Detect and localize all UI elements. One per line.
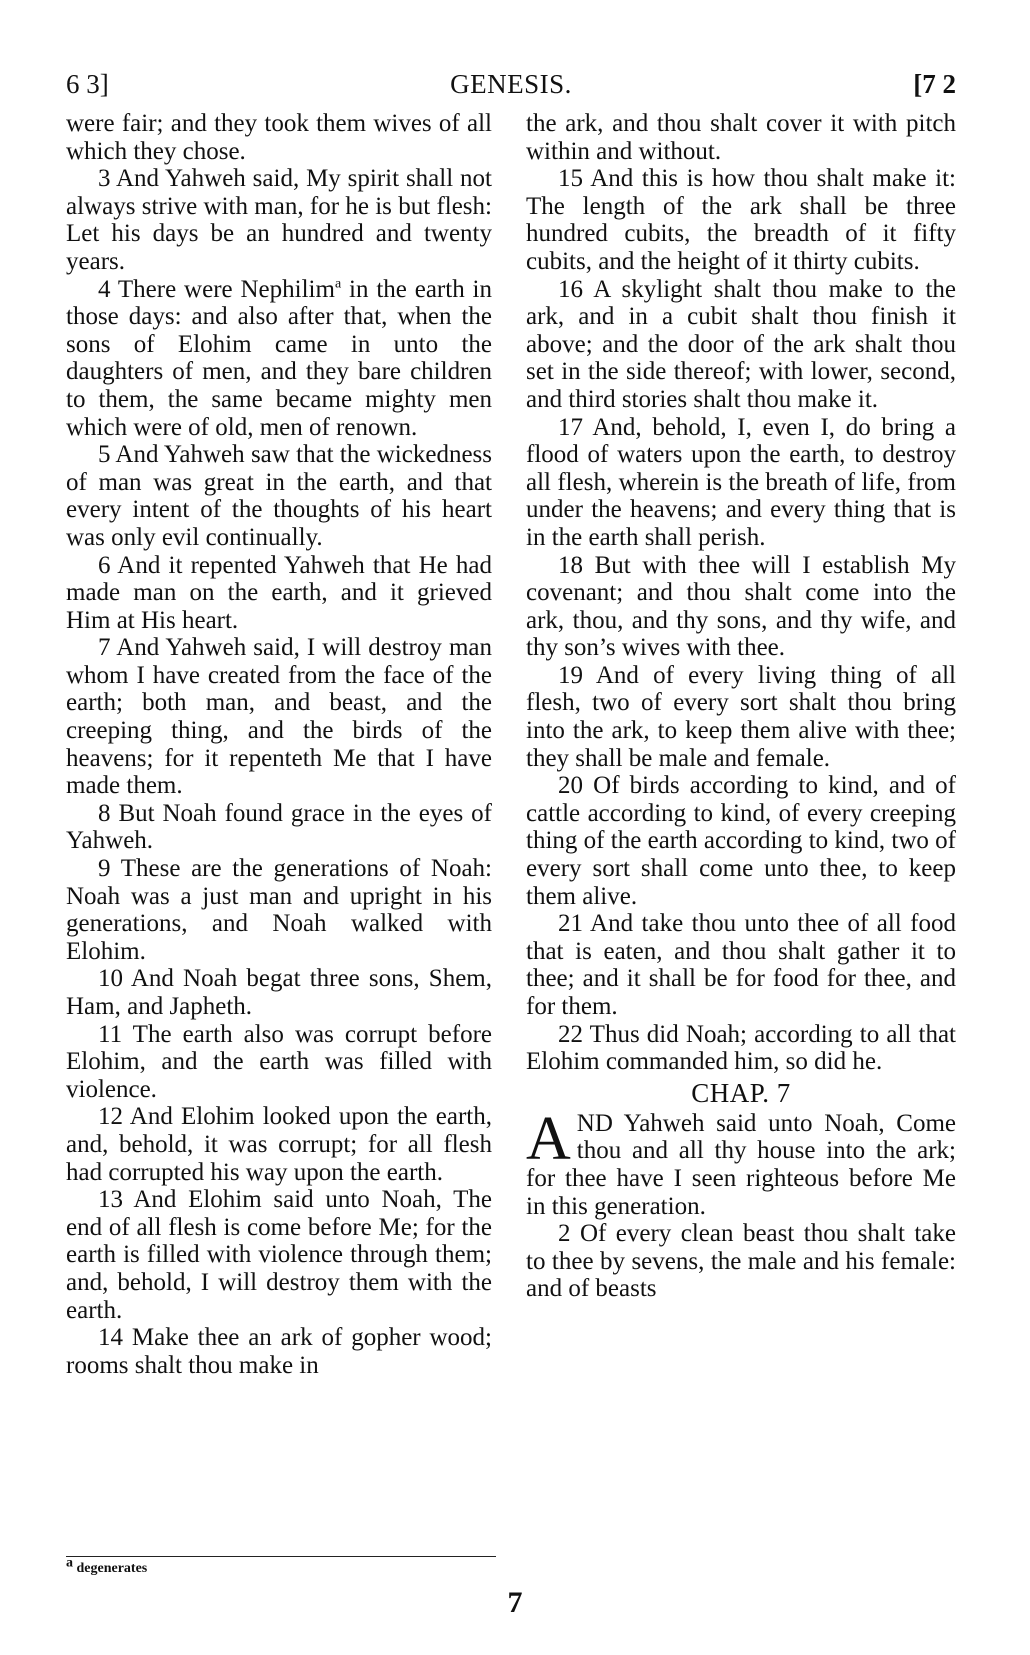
verse-4	[66, 276, 492, 442]
page-number: 7	[507, 1586, 523, 1619]
verse-5: 5 And Yahweh saw that the wickedness of man was great in the earth, and that every intent of the thoughts of his heart was only evil continually.	[66, 441, 492, 551]
verse-text: were fair; and they took them wives of all which they chose.	[66, 110, 492, 165]
verse-22: 22 Thus did Noah; according to all that Elohim commanded him, so did he.	[526, 1020, 956, 1076]
chapter-7-verse-1	[526, 1104, 956, 1220]
verse-10: 10 And Noah begat three sons, Shem, Ham, and Japheth.	[66, 965, 492, 1020]
header-left-reference: 6 3]	[66, 69, 109, 99]
verse-11: 11 The earth also was corrupt before Elohim, and the earth was filled with violence.	[66, 1020, 492, 1103]
verse-9: 9 These are the generations of Noah: Noah was a just man and upright in his generations, and Noah walked with Elohim.	[66, 855, 492, 965]
drop-cap-letter: A	[526, 1104, 571, 1173]
verse-7: 7 And Yahweh said, I will destroy man whom I have created from the face of the earth; both man, and beast, and the creeping thing, and the birds of the heavens; for it repenteth Me that I have made them.	[66, 634, 492, 800]
footnote-reference-mark[interactable]: a	[334, 276, 342, 292]
chapter-7-verse-2: 2 Of every clean beast thou shalt take to thee by sevens, the male and his female: and of beasts	[526, 1220, 956, 1303]
verse-6: 6 And it repented Yahweh that He had made man on the earth, and it grieved Him at His heart.	[66, 551, 492, 634]
footnote-text: degenerates	[73, 1561, 148, 1576]
header-right-reference: [7 2	[913, 69, 956, 99]
chapter-7-verse-1-text: ND Yahweh said unto Noah, Come thou and all thy house into the ark; for thee have I seen righteous before Me in this generation.	[526, 1109, 956, 1220]
running-head	[66, 64, 956, 104]
verse-14-continued: the ark, and thou shalt cover it with pitch within and without.	[526, 110, 956, 165]
right-column	[526, 110, 956, 1303]
footnote-mark: a	[66, 1555, 73, 1571]
book-title: GENESIS.	[450, 69, 572, 99]
footnote	[66, 1555, 148, 1578]
verse-18: 18 But with thee will I establish My covenant; and thou shalt come into the ark, thou, and thy sons, and thy wife, and thy son’s wives with thee.	[526, 551, 956, 662]
verse-21: 21 And take thou unto thee of all food that is eaten, and thou shalt gather it to thee; and it shall be for food for thee, and for them.	[526, 910, 956, 1020]
footnote-divider	[66, 1556, 496, 1557]
verse-14: 14 Make thee an ark of gopher wood; rooms shalt thou make in	[66, 1324, 492, 1379]
chapter-heading: CHAP. 7	[691, 1077, 791, 1108]
verse-15: 15 And this is how thou shalt make it: The length of the ark shall be three hundred cubits, the breadth of it fifty cubits, and the height of it thirty cubits.	[526, 165, 956, 275]
verse-13: 13 And Elohim said unto Noah, The end of all flesh is come before Me; for the earth is filled with violence through them; and, behold, I will destroy them with the earth.	[66, 1186, 492, 1324]
verse-17: 17 And, behold, I, even I, do bring a flood of waters upon the earth, to destroy all flesh, wherein is the breath of life, from under the heavens; and every thing that is in the earth shall perish.	[526, 413, 956, 551]
verse-3: 3 And Yahweh said, My spirit shall not always strive with man, for he is but flesh: Let his days be an hundred and twenty years.	[66, 165, 492, 275]
verse-12: 12 And Elohim looked upon the earth, and, behold, it was corrupt; for all flesh had corrupted his way upon the earth.	[66, 1103, 492, 1186]
verse-16: 16 A skylight shalt thou make to the ark, and in a cubit shalt thou finish it above; and the door of the ark shalt thou set in the side thereof; with lower, second, and third stories shalt thou make it.	[526, 275, 956, 413]
verse-19: 19 And of every living thing of all flesh, two of every sort shalt thou bring into the ark, to keep them alive with thee; they shall be male and female.	[526, 661, 956, 772]
verse-20: 20 Of birds according to kind, and of cattle according to kind, of every creeping thing of the earth according to kind, two of every sort shall come unto thee, to keep them alive.	[526, 772, 956, 910]
verse-4-text-b: in the earth in those days: and also after that, when the sons of Elohim came in unto the daughters of men, and they bare children to them, the same became mighty men which were of old, men of renown.	[66, 275, 492, 441]
verse-4-text-a: 4 There were Nephilim	[98, 275, 335, 303]
verse-8: 8 But Noah found grace in the eyes of Yahweh.	[66, 799, 492, 855]
left-column	[66, 110, 492, 1379]
